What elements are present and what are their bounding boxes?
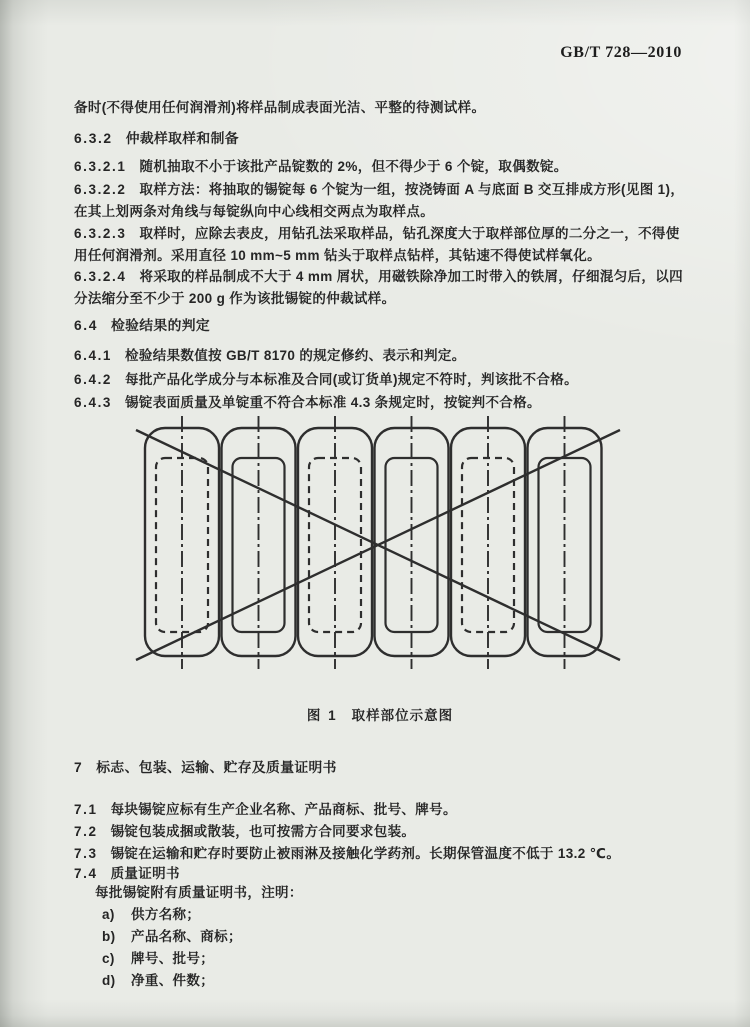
clause-number: 6.4.1	[74, 347, 113, 363]
certificate-item-d	[102, 970, 622, 992]
clause-6-4-3	[74, 392, 686, 415]
paragraph-text: 备时(不得使用任何润滑剂)将样品制成表面光洁、平整的待测试样。	[74, 99, 486, 115]
certificate-item-c	[102, 948, 622, 970]
heading-text: 标志、包装、运输、贮存及质量证明书	[96, 759, 337, 775]
list-letter: b)	[102, 928, 116, 944]
figure-caption-label: 图 1	[306, 707, 338, 723]
clause-6-3-2-1	[74, 156, 686, 179]
clause-number: 7.1	[74, 801, 98, 817]
clause-7-1	[74, 799, 686, 822]
heading-6-4	[74, 315, 686, 338]
clause-number: 6.3.2.2	[74, 181, 127, 197]
certificate-intro	[95, 882, 655, 905]
heading-7	[74, 757, 686, 780]
clause-6-3-2-2	[74, 179, 686, 224]
list-text: 净重、件数；	[131, 972, 215, 988]
clause-6-3-2-4	[74, 266, 686, 311]
clause-text: 锡锭表面质量及单锭重不符合本标准 4.3 条规定时，按锭判不合格。	[125, 394, 541, 410]
certificate-item-a	[102, 904, 622, 926]
list-text: 供方名称；	[131, 906, 201, 922]
list-letter: d)	[102, 972, 116, 988]
clause-number: 6.4.3	[74, 394, 113, 410]
clause-number: 6.4.2	[74, 371, 113, 387]
heading-text: 检验结果的判定	[110, 317, 211, 333]
ingot-sampling-diagram	[130, 412, 630, 682]
heading-6-3-2	[74, 128, 686, 151]
ingot-2	[222, 416, 296, 669]
clause-number: 7.2	[74, 823, 98, 839]
paragraph-text: 每批锡锭附有质量证明书，注明：	[95, 884, 303, 900]
figure-caption-text: 取样部位示意图	[351, 707, 454, 723]
clause-number: 7	[74, 759, 84, 775]
list-letter: c)	[102, 950, 115, 966]
clause-text: 每批产品化学成分与本标准及合同(或订货单)规定不符时，判该批不合格。	[125, 371, 578, 387]
clause-number: 6.3.2.3	[74, 225, 127, 241]
list-letter: a)	[102, 906, 115, 922]
list-text: 产品名称、商标；	[131, 928, 242, 944]
paragraph-continuation	[74, 97, 686, 120]
clause-6-4-1	[74, 345, 686, 368]
list-text: 牌号、批号；	[131, 950, 215, 966]
clause-text: 质量证明书	[110, 865, 180, 881]
clause-text: 锡锭在运输和贮存时要防止被雨淋及接触化学药剂。长期保管温度不低于 13.2 ℃。	[110, 845, 621, 861]
ingot-6	[528, 416, 602, 669]
clause-number: 7.4	[74, 865, 98, 881]
certificate-item-b	[102, 926, 622, 948]
figure-1-sampling-diagram	[130, 412, 630, 682]
ingot-1	[145, 416, 219, 669]
clause-text: 随机抽取不小于该批产品锭数的 2%，但不得少于 6 个锭，取偶数锭。	[139, 158, 568, 174]
clause-6-3-2-3	[74, 223, 686, 268]
ingot-5	[451, 416, 525, 669]
ingot-3	[298, 416, 372, 669]
clause-text: 每块锡锭应标有生产企业名称、产品商标、批号、牌号。	[110, 801, 457, 817]
clause-number: 6.4	[74, 317, 98, 333]
clause-text: 将采取的样品制成不大于 4 mm 屑状，用磁铁除净加工时带入的铁屑，仔细混匀后，以四分法缩分至不少于 200 g 作为该批锡锭的仲裁试样。	[74, 268, 683, 306]
heading-text: 仲裁样取样和制备	[125, 130, 239, 146]
clause-text: 检验结果数值按 GB/T 8170 的规定修约、表示和判定。	[125, 347, 466, 363]
clause-number: 6.3.2.4	[74, 268, 127, 284]
clause-6-4-2	[74, 369, 686, 392]
clause-text: 锡锭包装成捆或散装，也可按需方合同要求包装。	[110, 823, 416, 839]
clause-number: 6.3.2.1	[74, 158, 127, 174]
figure-caption	[130, 704, 630, 724]
clause-text: 取样方法：将抽取的锡锭每 6 个锭为一组，按浇铸面 A 与底面 B 交互排成方形(见图 1)，在其上划两条对角线与每锭纵向中心线相交两点为取样点。	[74, 181, 685, 219]
clause-text: 取样时，应除去表皮，用钻孔法采取样品，钻孔深度大于取样部位厚的二分之一，不得使用任何润滑剂。采用直径 10 mm~5 mm 钻头于取样点钻样，其钻速不得使试样氧化。	[74, 225, 680, 263]
doc-number: GB/T 728—2010	[560, 44, 682, 61]
clause-7-2	[74, 821, 686, 844]
clause-number: 6.3.2	[74, 130, 113, 146]
clause-number: 7.3	[74, 845, 98, 861]
